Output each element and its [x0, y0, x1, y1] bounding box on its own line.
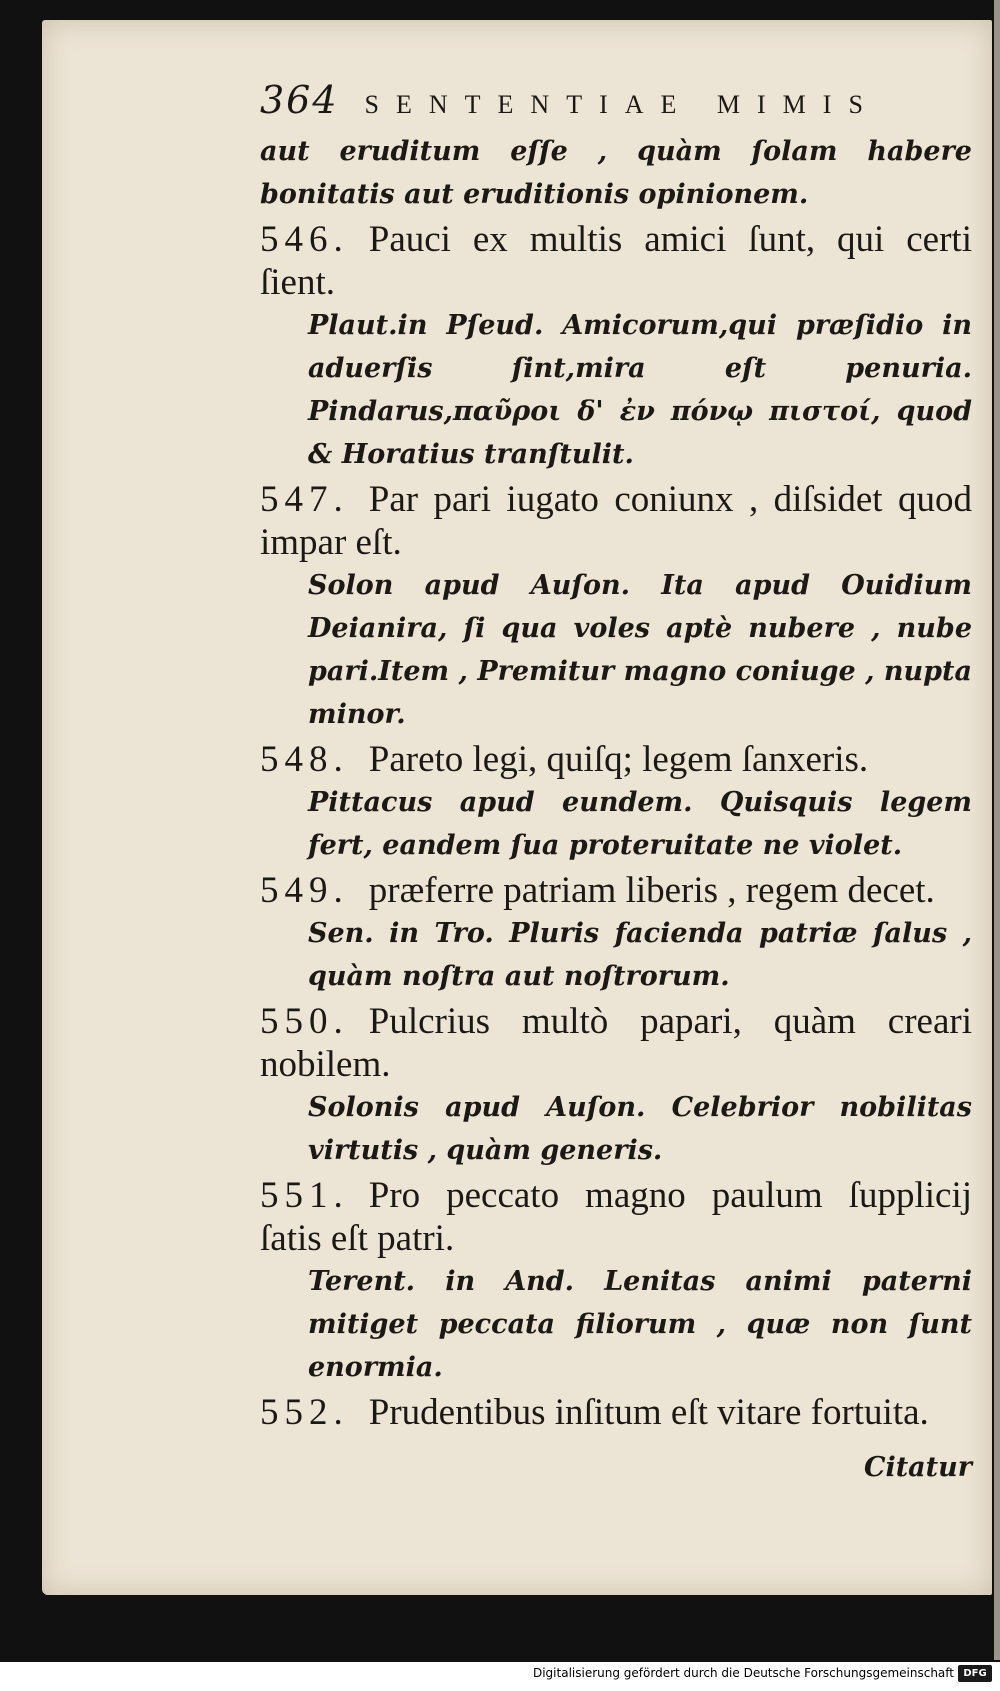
- commentary-549: Sen. in Tro. Pluris facienda patriæ ſalus , quàm noſtra aut noſtrorum.: [308, 918, 972, 992]
- sentence-number: 552.: [260, 1392, 349, 1433]
- sentence-text: Par pari iugato coniunx , diſsidet quod impar eſt.: [260, 479, 972, 563]
- page-header: [260, 78, 972, 130]
- sentence-number: 547.: [260, 479, 349, 520]
- sentence-number: 548.: [260, 739, 349, 780]
- sentence-text: præferre patriam liberis , regem decet.: [368, 870, 935, 911]
- sentence-number: 551.: [260, 1175, 349, 1216]
- sentence-547: [260, 478, 972, 564]
- sentence-text: Pauci ex multis amici ſunt, qui certi ſient.: [260, 219, 972, 303]
- sentence-546: [260, 218, 972, 304]
- catchword: Citatur: [863, 1452, 972, 1483]
- sentence-text: Pro peccato magno paulum ſupplicij ſatis eſt patri.: [260, 1175, 972, 1259]
- sentence-text: Pareto legi, quiſq; legem ſanxeris.: [368, 739, 869, 780]
- sentence-number: 549.: [260, 870, 349, 911]
- sentence-number: 546.: [260, 219, 349, 260]
- running-head: SENTENTIAE MIMIS: [364, 90, 880, 119]
- scan-edge-strip: [994, 0, 1000, 1660]
- page-text-block: [260, 78, 972, 1483]
- commentary-continuation: aut eruditum eſſe , quàm ſolam habere bonitatis aut eruditionis opinionem.: [260, 136, 972, 210]
- commentary-551: Terent. in And. Lenitas animi paterni mitiget peccata filiorum , quæ non ſunt enormia.: [308, 1266, 972, 1383]
- sentence-552: [260, 1391, 972, 1434]
- commentary-548: Pittacus apud eundem. Quisquis legem fert, eandem ſua proteruitate ne violet.: [308, 787, 972, 861]
- sentence-549: [260, 869, 972, 912]
- sentence-number: 550.: [260, 1001, 349, 1042]
- commentary-550: Solonis apud Auſon. Celebrior nobilitas virtutis , quàm generis.: [308, 1092, 972, 1166]
- sentence-551: [260, 1174, 972, 1260]
- book-page: [42, 20, 992, 1595]
- funding-credit: Digitalisierung gefördert durch die Deutsche Forschungsgemeinschaft: [532, 1666, 954, 1680]
- sentence-550: [260, 1000, 972, 1086]
- digitization-footer: [0, 1662, 1000, 1691]
- sentence-text: Pulcrius multò papari, quàm creari nobilem.: [260, 1001, 972, 1085]
- dfg-logo: DFG: [958, 1665, 992, 1682]
- sentence-548: [260, 738, 972, 781]
- commentary-547: Solon apud Auſon. Ita apud Ouidium Deianira, ſi qua voles aptè nubere , nube pari.Item , Premitur magno coniuge , nupta minor.: [308, 570, 972, 730]
- commentary-546: Plaut.in Pſeud. Amicorum,qui præſidio in aduerſis ſint,mira eſt penuria. Pindarus,παῦροι δ' ἐν πόνῳ πιστοί, quod & Horatius tranſtulit.: [308, 310, 972, 470]
- sentence-text: Prudentibus inſitum eſt vitare fortuita.: [368, 1392, 929, 1433]
- page-number: 364: [260, 78, 339, 122]
